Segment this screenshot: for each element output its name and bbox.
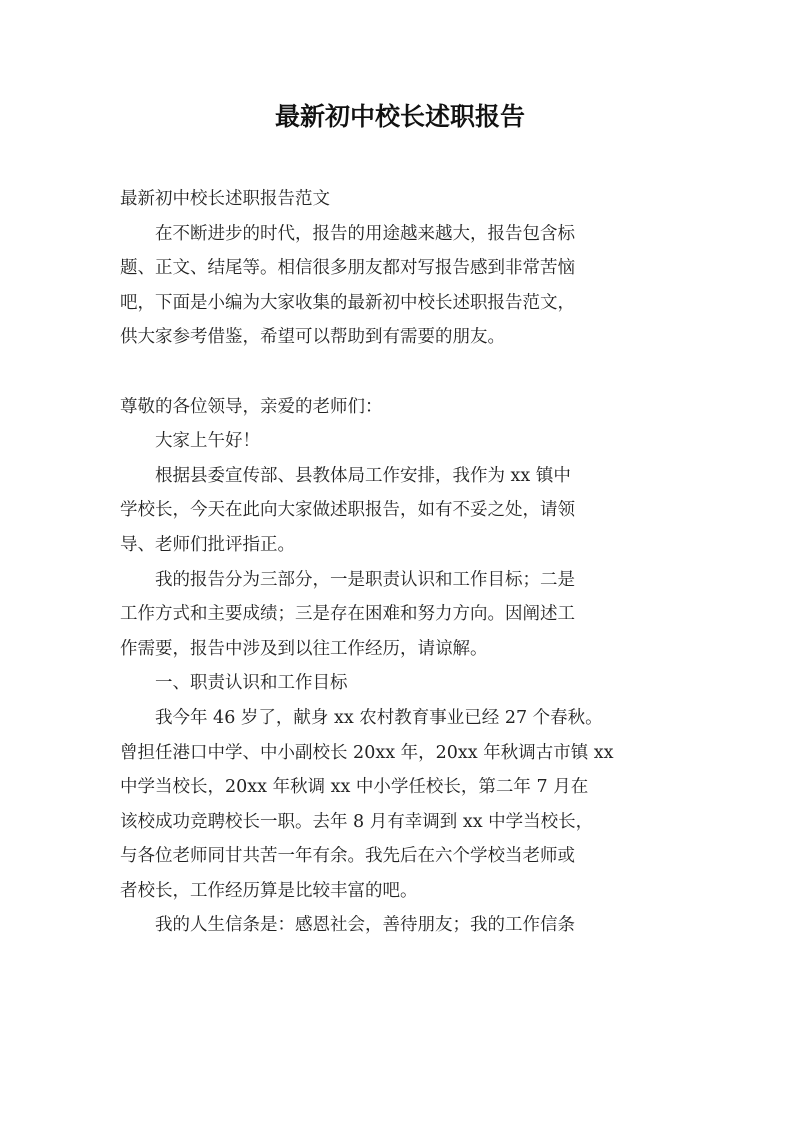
body-paragraph-line: 者校长，工作经历算是比较丰富的吧。	[120, 880, 418, 901]
document-body	[120, 182, 688, 943]
body-paragraph-line: 我今年 46 岁了，献身 xx 农村教育事业已经 27 个春秋。	[120, 707, 603, 728]
body-paragraph-line: 导、老师们批评指正。	[120, 534, 295, 555]
intro-paragraph-line: 在不断进步的时代，报告的用途越来越大，报告包含标	[120, 223, 575, 244]
body-paragraph-line: 作需要，报告中涉及到以往工作经历，请谅解。	[120, 638, 488, 659]
body-paragraph-line: 学校长，今天在此向大家做述职报告，如有不妥之处，请领	[120, 500, 575, 521]
intro-paragraph-line: 题、正文、结尾等。相信很多朋友都对写报告感到非常苦恼	[120, 258, 575, 279]
body-paragraph-line: 与各位老师同甘共苦一年有余。我先后在六个学校当老师或	[120, 846, 575, 867]
intro-paragraph-line: 供大家参考借鉴，希望可以帮助到有需要的朋友。	[120, 327, 505, 348]
document-title: 最新初中校长述职报告	[274, 102, 525, 131]
greeting-line: 大家上午好！	[120, 431, 260, 452]
body-paragraph-line: 该校成功竞聘校长一职。去年 8 月有幸调到 xx 中学当校长，	[120, 811, 594, 832]
salutation-line: 尊敬的各位领导，亲爱的老师们：	[120, 396, 383, 417]
body-paragraph-line: 根据县委宣传部、县教体局工作安排，我作为 xx 镇中	[120, 465, 571, 486]
body-paragraph-line: 我的人生信条是：感恩社会，善待朋友；我的工作信条	[120, 915, 575, 936]
body-paragraph-line: 工作方式和主要成绩；三是存在困难和努力方向。因阐述工	[120, 604, 575, 625]
section-heading: 一、职责认识和工作目标	[120, 673, 348, 694]
body-paragraph-line: 我的报告分为三部分，一是职责认识和工作目标；二是	[120, 569, 575, 590]
intro-paragraph-line: 吧，下面是小编为大家收集的最新初中校长述职报告范文，	[120, 292, 575, 313]
subtitle-line: 最新初中校长述职报告范文	[120, 189, 330, 209]
blank-line	[120, 355, 688, 390]
body-paragraph-line: 曾担任港口中学、中小副校长 20xx 年，20xx 年秋调古市镇 xx	[120, 742, 614, 763]
body-paragraph-line: 中学当校长，20xx 年秋调 xx 中小学任校长，第二年 7 月在	[120, 777, 589, 798]
